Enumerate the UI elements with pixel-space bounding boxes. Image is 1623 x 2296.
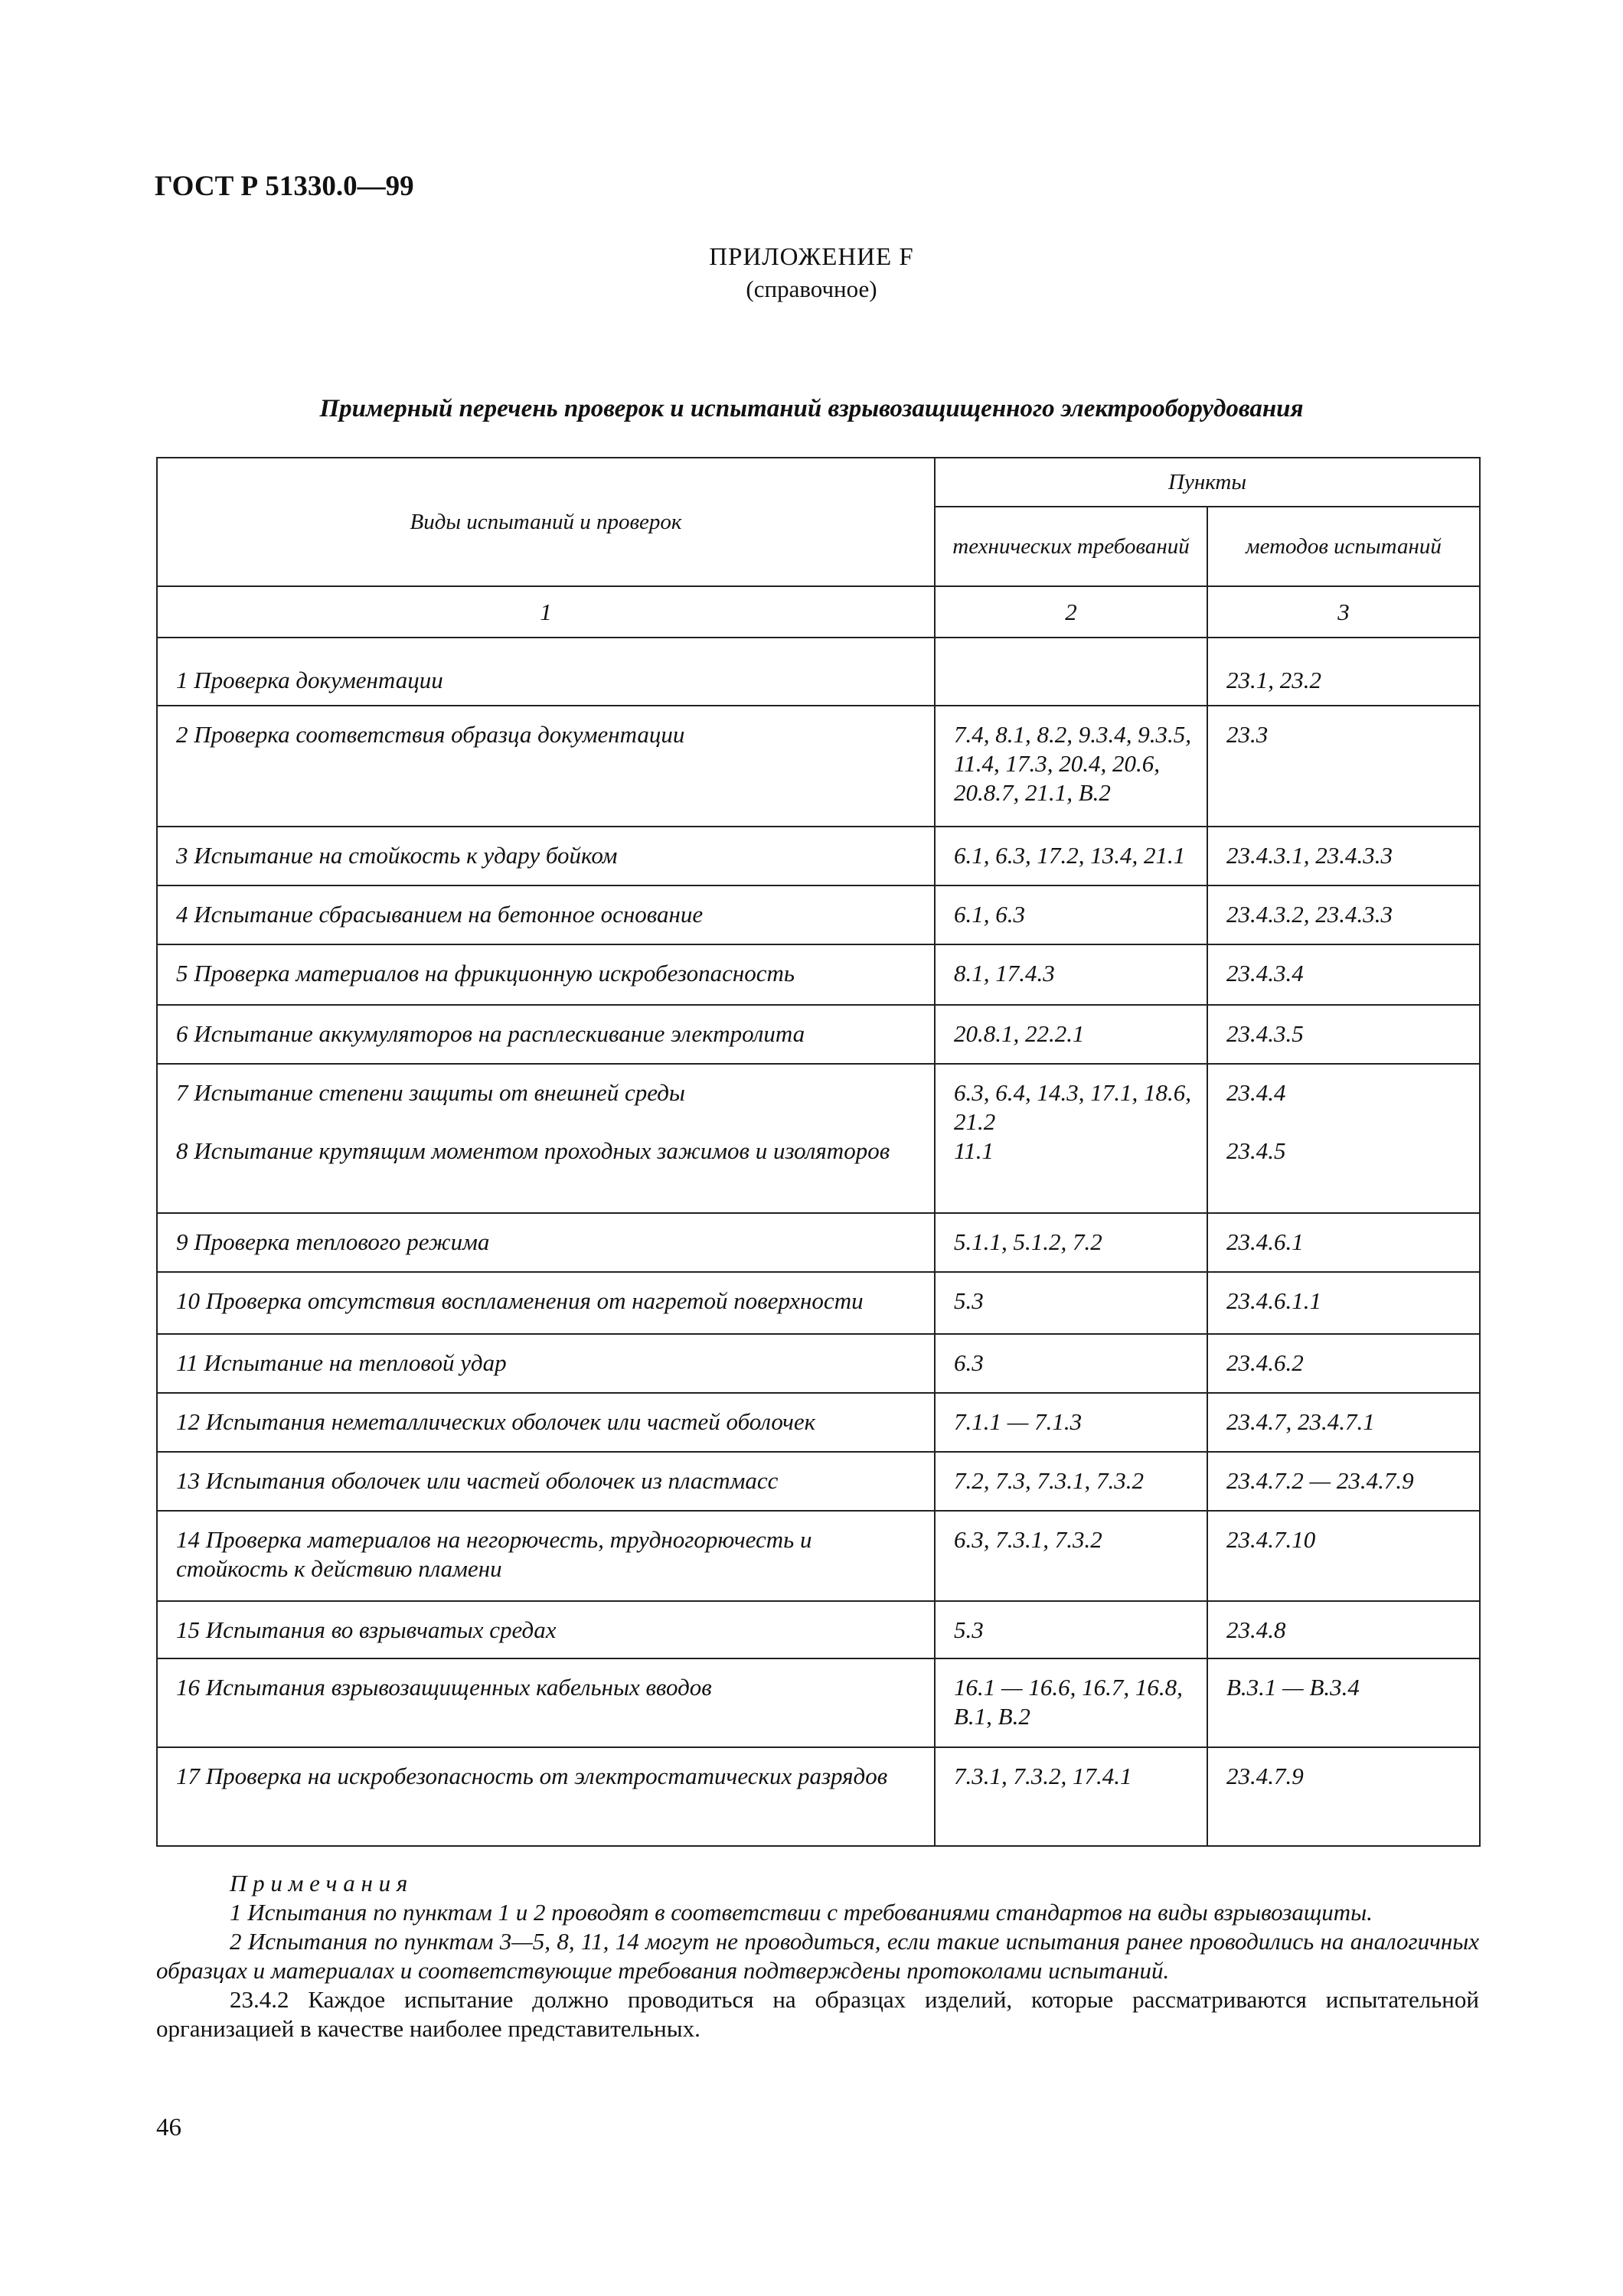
tech-requirements-cell [935, 944, 1207, 1005]
test-methods: 23.4.7.2 — 23.4.7.9 [1226, 1467, 1414, 1494]
table-row [157, 1005, 1480, 1064]
table-row [157, 638, 1480, 706]
note-2: 2 Испытания по пунктам 3—5, 8, 11, 14 могут не проводиться, если такие испытания ранее проводились на аналогичных образцах и материалах и соответствующие требования подтверждены протоколами испытаний. [156, 1928, 1479, 1984]
test-methods: 23.1, 23.2 [1226, 667, 1321, 693]
test-methods-cell [1207, 1601, 1480, 1658]
test-name: 17 Проверка на искробезопасность от электростатических разрядов [176, 1763, 888, 1789]
column-number: 3 [1207, 586, 1480, 638]
tech-requirements-cell [935, 706, 1207, 827]
tech-requirements-cell [935, 1747, 1207, 1846]
appendix-title: ПРИЛОЖЕНИЕ F [709, 243, 914, 271]
notes [156, 1869, 1479, 2043]
test-methods-cell [1207, 1658, 1480, 1747]
test-name: 3 Испытание на стойкость к удару бойком [176, 842, 618, 869]
test-methods-cell [1207, 1334, 1480, 1393]
test-methods-cell [1207, 827, 1480, 885]
tests-table [156, 457, 1481, 1847]
test-name: 1 Проверка документации [176, 667, 443, 693]
test-name-cell [157, 1747, 935, 1846]
test-methods: 23.3 [1226, 721, 1269, 748]
test-name-cell [157, 1334, 935, 1393]
notes-heading: П р и м е ч а н и я [230, 1870, 408, 1896]
test-methods: 23.4.4 [1226, 1079, 1286, 1106]
tech-requirements: 6.1, 6.3, 17.2, 13.4, 21.1 [954, 842, 1186, 869]
test-name: 15 Испытания во взрывчатых средах [176, 1616, 557, 1643]
test-methods: 23.4.6.2 [1226, 1349, 1304, 1376]
tech-requirements-cell [935, 1601, 1207, 1658]
table-row [157, 706, 1480, 827]
header-group: Пункты [935, 458, 1480, 507]
tech-requirements: 7.2, 7.3, 7.3.1, 7.3.2 [954, 1467, 1144, 1494]
header-col2: технических требований [935, 507, 1207, 586]
tech-requirements-cell [935, 1272, 1207, 1334]
test-name-cell [157, 706, 935, 827]
tech-requirements-cell [935, 1334, 1207, 1393]
table-row [157, 1334, 1480, 1393]
test-name-cell [157, 1658, 935, 1747]
tech-requirements: 5.3 [954, 1287, 984, 1314]
tech-requirements-cell [935, 1213, 1207, 1272]
test-name-cell [157, 1452, 935, 1511]
test-methods-cell [1207, 1005, 1480, 1064]
tech-requirements: 16.1 — 16.6, 16.7, 16.8, B.1, B.2 [954, 1674, 1183, 1730]
tech-requirements: 7.4, 8.1, 8.2, 9.3.4, 9.3.5, 11.4, 17.3, 20.4, 20.6, 20.8.7, 21.1, B.2 [954, 721, 1191, 806]
table-row [157, 1213, 1480, 1272]
test-name-cell [157, 1272, 935, 1334]
table-row [157, 1511, 1480, 1601]
tech-requirements-cell [935, 638, 1207, 706]
tech-requirements-cell [935, 885, 1207, 944]
table-row [157, 1393, 1480, 1452]
test-name-cell [157, 1393, 935, 1452]
test-methods-cell [1207, 885, 1480, 944]
test-methods: 23.4.8 [1226, 1616, 1286, 1643]
test-methods: 23.4.7, 23.4.7.1 [1226, 1408, 1375, 1435]
tech-requirements: 7.1.1 — 7.1.3 [954, 1408, 1083, 1435]
table-row [157, 944, 1480, 1005]
test-name-cell [157, 827, 935, 885]
test-methods-cell [1207, 1272, 1480, 1334]
test-methods-cell [1207, 1393, 1480, 1452]
tech-requirements: 7.3.1, 7.3.2, 17.4.1 [954, 1763, 1132, 1789]
table-row [157, 827, 1480, 885]
note-1: 1 Испытания по пунктам 1 и 2 проводят в соответствии с требованиями стандартов на виды взрывозащиты. [230, 1899, 1373, 1926]
test-methods-cell [1207, 1213, 1480, 1272]
test-methods-cell [1207, 1747, 1480, 1846]
test-methods-cell [1207, 706, 1480, 827]
test-name-cell [157, 944, 935, 1005]
test-name: 7 Испытание степени защиты от внешней среды [176, 1079, 685, 1106]
tech-requirements: 5.1.1, 5.1.2, 7.2 [954, 1228, 1102, 1255]
tech-requirements: 20.8.1, 22.2.1 [954, 1020, 1085, 1047]
document-title: Примерный перечень проверок и испытаний взрывозащищенного электрооборудования [319, 395, 1304, 422]
test-methods-cell [1207, 1064, 1480, 1213]
tech-requirements: 8.1, 17.4.3 [954, 960, 1055, 987]
page-number: 46 [156, 2114, 181, 2141]
table-row [157, 1064, 1480, 1213]
test-name-cell [157, 1064, 935, 1213]
test-methods: 23.4.7.9 [1226, 1763, 1304, 1789]
header-col1: Виды испытаний и проверок [157, 458, 935, 586]
test-methods: 23.4.7.10 [1226, 1526, 1316, 1553]
test-name: 16 Испытания взрывозащищенных кабельных вводов [176, 1674, 712, 1701]
test-methods-cell [1207, 638, 1480, 706]
tech-requirements-cell [935, 1005, 1207, 1064]
table-row [157, 1747, 1480, 1846]
tech-requirements-cell [935, 827, 1207, 885]
test-name: 13 Испытания оболочек или частей оболочек из пластмасс [176, 1467, 779, 1494]
test-name-cell [157, 638, 935, 706]
test-methods: 23.4.3.4 [1226, 960, 1304, 987]
tech-requirements-cell [935, 1064, 1207, 1213]
test-methods-cell [1207, 1452, 1480, 1511]
test-methods: 23.4.6.1.1 [1226, 1287, 1321, 1314]
test-name: 14 Проверка материалов на негорючесть, трудногорючесть и стойкость к действию пламени [176, 1526, 812, 1582]
tech-requirements: 6.3, 7.3.1, 7.3.2 [954, 1526, 1102, 1553]
test-name-cell [157, 1601, 935, 1658]
test-methods-cell [1207, 1511, 1480, 1601]
test-name: 11 Испытание на тепловой удар [176, 1349, 507, 1376]
tech-requirements: 6.3, 6.4, 14.3, 17.1, 18.6, 21.2 [954, 1079, 1191, 1135]
test-methods-cell [1207, 944, 1480, 1005]
tech-requirements-cell [935, 1393, 1207, 1452]
table-row [157, 1601, 1480, 1658]
test-name: 5 Проверка материалов на фрикционную искробезопасность [176, 960, 795, 987]
clause-23-4-2: 23.4.2 Каждое испытание должно проводиться на образцах изделий, которые рассматриваются испытательной организацией в качестве наиболее представительных. [156, 1986, 1479, 2042]
tech-requirements: 11.1 [954, 1137, 994, 1164]
test-methods: 23.4.3.2, 23.4.3.3 [1226, 901, 1393, 928]
test-methods: 23.4.3.1, 23.4.3.3 [1226, 842, 1393, 869]
test-name-cell [157, 1213, 935, 1272]
table-row [157, 1272, 1480, 1334]
test-methods: 23.4.5 [1226, 1137, 1286, 1164]
test-name: 9 Проверка теплового режима [176, 1228, 490, 1255]
test-name-cell [157, 1005, 935, 1064]
appendix-subtitle: (справочное) [746, 276, 877, 302]
test-methods: 23.4.3.5 [1226, 1020, 1304, 1047]
test-name-cell [157, 885, 935, 944]
test-name-cell [157, 1511, 935, 1601]
column-number-row [157, 586, 1480, 638]
test-name: 2 Проверка соответствия образца документации [176, 721, 685, 748]
tech-requirements-cell [935, 1511, 1207, 1601]
header-col3: методов испытаний [1207, 507, 1480, 586]
tech-requirements: 6.3 [954, 1349, 984, 1376]
tech-requirements: 5.3 [954, 1616, 984, 1643]
test-methods: 23.4.6.1 [1226, 1228, 1304, 1255]
column-number: 2 [935, 586, 1207, 638]
standard-header: ГОСТ Р 51330.0—99 [155, 171, 414, 202]
test-methods: B.3.1 — B.3.4 [1226, 1674, 1360, 1701]
tech-requirements-cell [935, 1452, 1207, 1511]
table-row [157, 885, 1480, 944]
test-name: 10 Проверка отсутствия воспламенения от нагретой поверхности [176, 1287, 864, 1314]
header-row [157, 458, 1480, 507]
tech-requirements: 6.1, 6.3 [954, 901, 1025, 928]
table-row [157, 1452, 1480, 1511]
table-row [157, 1658, 1480, 1747]
test-name: 6 Испытание аккумуляторов на расплескивание электролита [176, 1020, 805, 1047]
test-name: 4 Испытание сбрасыванием на бетонное основание [176, 901, 704, 928]
test-name: 8 Испытание крутящим моментом проходных зажимов и изоляторов [176, 1137, 890, 1164]
tech-requirements-cell [935, 1658, 1207, 1747]
test-name: 12 Испытания неметаллических оболочек или частей оболочек [176, 1408, 816, 1435]
column-number: 1 [157, 586, 935, 638]
